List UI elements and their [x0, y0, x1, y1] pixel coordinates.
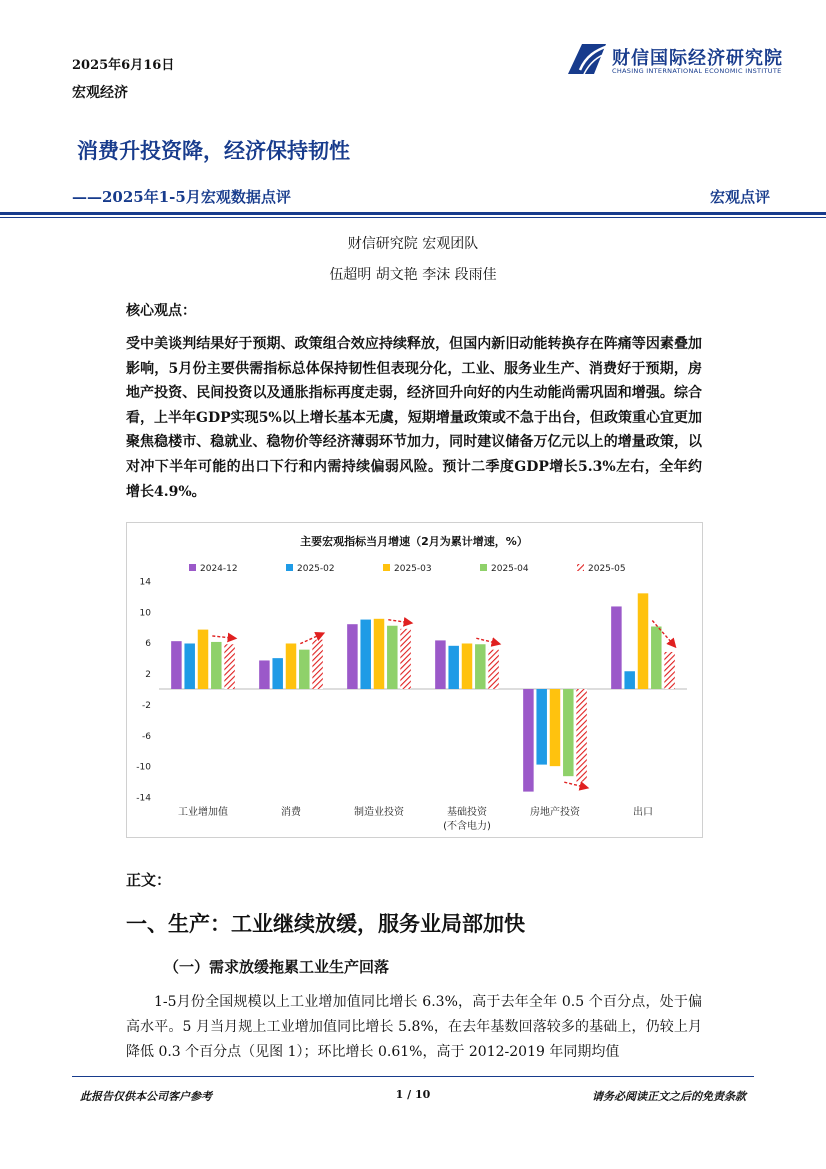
bar: [286, 643, 297, 689]
legend-swatch: [286, 564, 293, 571]
body-paragraph: [126, 990, 702, 1065]
y-tick-label: 14: [139, 577, 151, 588]
y-tick-label: -6: [142, 731, 151, 742]
bar: [198, 630, 209, 689]
bar: [259, 660, 270, 689]
bar: [563, 689, 574, 776]
section-heading-1-1: （一）需求放缓拖累工业生产回落: [164, 958, 390, 976]
x-tick-label: 消费: [281, 807, 301, 818]
core-view-text: 受中美谈判结果好于预期、政策组合效应持续释放，但国内新旧动能转换存在阵痛等因素叠加影响，5月份主要供需指标总体保持韧性但表现分化，工业、服务业生产、消费好于预期，房地产投资、民间投资以及通胀指标再度走弱，经济回升向好的内生动能尚需巩固和增强。综合看，上半年GDP实现5%以上增长基本无虞，短期增量政策或不急于出台，但政策重心宜更加聚焦稳楼市、稳就业、稳物价等经济薄弱环节加力，同时建议储备万亿元以上的增量政策，以对冲下半年可能的出口下行和内需持续偏弱风险。预计二季度GDP增长5.3%左右，全年约增长4.9%。: [126, 336, 702, 500]
footer-disclaimer-right: 请务必阅读正文之后的免责条款: [592, 1090, 746, 1103]
bar: [387, 626, 398, 689]
chart-bars: [171, 593, 675, 791]
bar: [211, 642, 222, 689]
macro-indicators-chart: [126, 522, 703, 838]
footer-rule: [72, 1076, 754, 1077]
chart-legend: [189, 564, 626, 574]
bar: [462, 643, 473, 689]
chart-svg: [127, 523, 702, 837]
y-tick-label: -14: [136, 793, 151, 804]
body-paragraph-text: 1-5月份全国规模以上工业增加值同比增长 6.3%，高于去年全年 0.5 个百分点，处于偏高水平。5 月当月规上工业增加值同比增长 5.8%，在去年基数回落较多的基础上，仍较上月降低 0.3 个百分点（见图 1）；环比增长 0.61%，高于 2012-2019 年同期均值: [126, 994, 702, 1060]
legend-label: 2025-03: [394, 564, 432, 574]
bar: [299, 650, 310, 689]
report-subtitle: ——2025年1-5月宏观数据点评: [72, 188, 291, 206]
institute-logo-subtitle: CHASING INTERNATIONAL ECONOMIC INSTITUTE: [612, 67, 782, 75]
research-team: 财信研究院 宏观团队: [347, 236, 479, 252]
x-tick-label: 房地产投资: [530, 807, 580, 818]
bar: [448, 646, 459, 689]
legend-label: 2025-02: [297, 564, 335, 574]
bar: [171, 641, 182, 689]
y-tick-label: -10: [136, 762, 151, 773]
legend-swatch: [480, 564, 487, 571]
legend-swatch: [383, 564, 390, 571]
section-heading-1: 一、生产：工业继续放缓，服务业局部加快: [126, 911, 525, 936]
bar: [272, 658, 283, 689]
bar: [536, 689, 547, 765]
legend-label: 2025-05: [588, 564, 626, 574]
report-title: 消费升投资降，经济保持韧性: [77, 138, 350, 163]
x-tick-label: 工业增加值: [178, 807, 228, 818]
bar: [347, 624, 358, 689]
bar: [550, 689, 561, 766]
bar: [224, 644, 235, 689]
x-tick-label: 制造业投资: [354, 807, 404, 818]
bar: [488, 650, 499, 689]
legend-label: 2024-12: [200, 564, 238, 574]
report-date: 2025年6月16日: [72, 58, 175, 73]
chart-y-axis: [136, 578, 687, 804]
bar: [360, 620, 371, 689]
chart-title: 主要宏观指标当月增速（2月为累计增速，%）: [300, 535, 528, 548]
x-tick-label: 出口: [633, 807, 653, 818]
bar: [651, 627, 662, 689]
y-tick-label: 10: [139, 608, 151, 619]
bar: [664, 652, 675, 689]
legend-label: 2025-04: [491, 564, 529, 574]
y-tick-label: 6: [145, 639, 151, 650]
trend-arrow: [564, 782, 586, 787]
trend-arrow: [388, 620, 410, 623]
trend-arrow: [212, 636, 234, 638]
bar: [184, 643, 195, 689]
y-tick-label: 2: [145, 670, 151, 681]
x-tick-label: 基础投资: [447, 807, 487, 818]
bar: [435, 640, 446, 689]
authors: 伍超明 胡文艳 李沫 段雨佳: [329, 267, 497, 283]
institute-logo-name: 财信国际经济研究院: [612, 48, 783, 69]
header-rule-thick: [0, 212, 826, 215]
bar: [576, 689, 587, 782]
legend-swatch: [577, 564, 584, 571]
bar: [624, 671, 635, 689]
body-heading: 正文：: [126, 871, 172, 889]
bar: [638, 593, 649, 689]
bar: [400, 629, 411, 689]
page-number: 1 / 10: [395, 1088, 431, 1101]
bar: [475, 644, 486, 689]
footer-disclaimer-left: 此报告仅供本公司客户参考: [80, 1090, 212, 1103]
trend-arrow: [476, 638, 498, 643]
bar: [374, 619, 385, 689]
header-rule-thin: [0, 217, 826, 218]
report-type-tag: 宏观点评: [709, 188, 770, 206]
bar: [312, 640, 323, 689]
core-view-label: 核心观点：: [126, 303, 196, 319]
report-category: 宏观经济: [72, 85, 128, 101]
chart-x-labels: [178, 805, 653, 832]
x-tick-sublabel: (不含电力): [443, 821, 491, 832]
bar: [611, 606, 622, 689]
y-tick-label: -2: [142, 700, 151, 711]
legend-swatch: [189, 564, 196, 571]
bar: [523, 689, 534, 792]
